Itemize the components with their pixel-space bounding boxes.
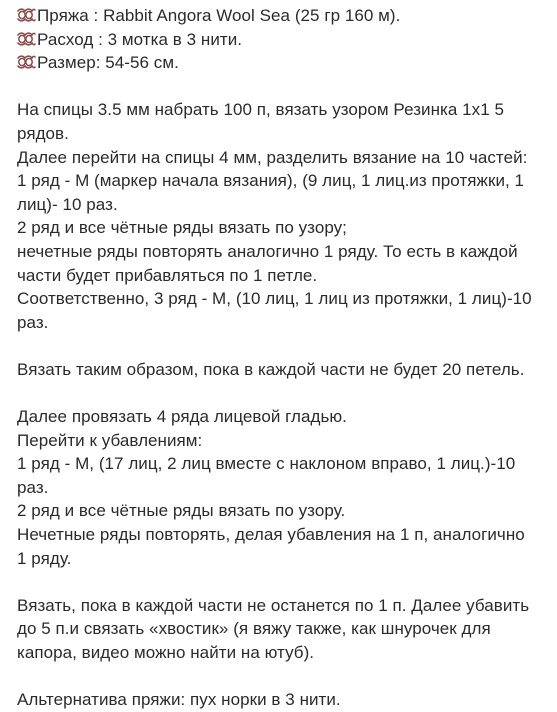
yarn-text: Пряжа : Rabbit Angora Wool Sea (25 гр 160 м).: [37, 6, 401, 25]
paragraph-alternative-yarn: [17, 688, 553, 712]
text-line: 1 ряд - М, (17 лиц, 2 лиц вместе с наклоном вправо, 1 лиц.)-10: [17, 454, 516, 474]
double-loop-ornament-icon: [17, 32, 36, 46]
yarn-line: [17, 4, 553, 28]
double-loop-ornament-icon: [17, 55, 36, 69]
text-line: Соответственно, 3 ряд - М, (10 лиц, 1 лиц из протяжки, 1 лиц)-10: [17, 289, 532, 309]
text-line: части будет прибавляться по 1 петле.: [17, 265, 318, 285]
paragraph-continue-until-20: [17, 358, 553, 382]
paragraph-spacer: [17, 570, 553, 594]
text-line: Нечетные ряды повторять, делая убавления на 1 п, аналогично: [17, 525, 525, 545]
text-line: Вязать таким образом, пока в каждой части не будет 20 петель.: [17, 359, 525, 379]
double-loop-ornament-icon: [17, 8, 36, 22]
text-line: Перейти к убавлениям:: [17, 430, 203, 450]
consumption-text: Расход : 3 мотка в 3 нити.: [37, 29, 243, 49]
size-line: [17, 51, 553, 75]
paragraph-spacer: [17, 382, 553, 406]
text-line: Далее провязать 4 ряда лицевой гладью.: [17, 407, 347, 427]
text-line: капора, видео можно найти на ютуб).: [17, 643, 315, 663]
paragraph-finishing: [17, 594, 553, 665]
text-line: нечетные ряды повторять аналогично 1 ряду. То есть в каждой: [17, 241, 518, 261]
text-line: раз.: [17, 477, 49, 497]
paragraph-spacer: [17, 665, 553, 689]
paragraph-spacer: [17, 75, 553, 99]
paragraph-spacer: [17, 334, 553, 358]
knitting-pattern-document: [17, 4, 553, 712]
text-line: Вязать, пока в каждой части не останется по 1 п. Далее убавить: [17, 595, 530, 615]
text-line: Альтернатива пряжи: пух норки в 3 нити.: [17, 690, 341, 710]
text-line: 2 ряд и все чётные ряды вязать по узору;: [17, 218, 347, 238]
size-text: Размер: 54-56 см.: [37, 53, 179, 73]
text-line: На спицы 3.5 мм набрать 100 п, вязать узором Резинка 1х1 5: [17, 100, 505, 120]
text-line: 1 ряд - М (маркер начала вязания), (9 лиц, 1 лиц.из протяжки, 1: [17, 171, 525, 191]
text-line: раз.: [17, 312, 49, 332]
paragraph-cast-on-and-increases: [17, 98, 553, 334]
paragraph-decreases: [17, 405, 553, 570]
text-line: до 5 п.и связать «хвостик» (я вяжу также, как шнурочек для: [17, 619, 491, 639]
text-line: 1 ряду.: [17, 548, 72, 568]
consumption-line: [17, 28, 553, 52]
text-line: лиц)- 10 раз.: [17, 194, 118, 214]
text-line: Далее перейти на спицы 4 мм, разделить вязание на 10 частей:: [17, 147, 528, 167]
text-line: рядов.: [17, 123, 69, 143]
text-line: 2 ряд и все чётные ряды вязать по узору.: [17, 501, 346, 521]
